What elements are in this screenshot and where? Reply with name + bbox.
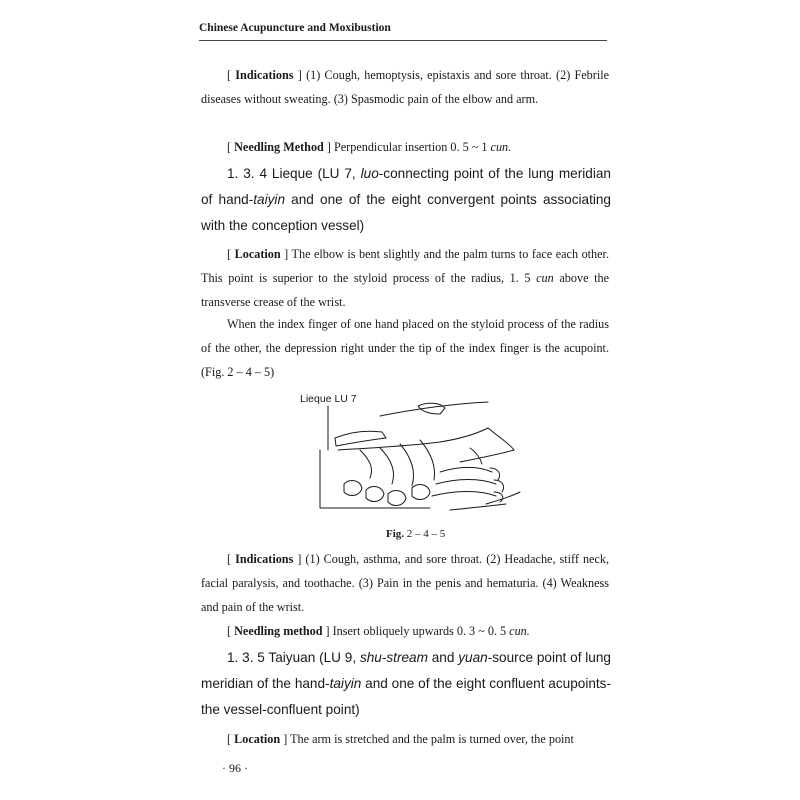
heading-taiyuan-shu-stream: shu-stream [359, 650, 428, 665]
indications-tag: Indications [235, 68, 294, 82]
location-text-2: The arm is stretched and the palm is turned over, the point [290, 732, 574, 746]
needling-method-tag: Needling Method [234, 140, 324, 154]
location-tag-2: Location [234, 732, 281, 746]
figure-label: Lieque LU 7 [300, 393, 357, 405]
needling-method-tag-2: Needling method [234, 624, 323, 638]
heading-taiyuan-part-2: and [427, 650, 459, 665]
indications-text-2: (1) Cough, asthma, and sore throat. (2) Headache, stiff neck, facial paralysis, and toothache. (3) Pain in the penis and hematuria. (4) Weakness and pain of the wrist. [201, 552, 610, 614]
location-text-part-1: The elbow is bent slightly and the palm turns to face each other. This point is superior to the styloid process of the radius, 1. 5 [201, 247, 609, 285]
index-finger-paragraph: When the index finger of one hand placed on the styloid process of the radius of the other, the depression right under the tip of the index finger is the acupoint. (Fig. 2 – 4 – 5) [201, 317, 609, 379]
heading-lieque-taiyin: taiyin [253, 192, 286, 207]
heading-taiyuan-part-1: 1. 3. 5 Taiyuan (LU 9, [227, 650, 360, 665]
hands-line-art [320, 402, 520, 510]
heading-lieque-luo: luo [360, 166, 379, 181]
heading-taiyuan-yuan: yuan [458, 650, 488, 665]
indications-tag-2: Indications [235, 552, 294, 566]
section-heading-lieque [201, 161, 611, 239]
heading-lieque-part-2: -connecting point of the lung meridian of hand- [201, 166, 611, 207]
section-heading-taiyuan [201, 645, 611, 723]
location-text-part-2: above the transverse crease of the wrist. [201, 271, 609, 309]
heading-lieque-part-3: and one of the eight convergent points associating with the conception vessel) [201, 192, 611, 233]
indications-text: (1) Cough, hemoptysis, epistaxis and sore throat. (2) Febrile diseases without sweating. (3) Spasmodic pain of the elbow and arm. [201, 68, 610, 106]
indications-paragraph-2: [ Indications ] (1) Cough, asthma, and sore throat. (2) Headache, stiff neck, facial paralysis, and toothache. (3) Pain in the penis and hematuria. (4) Weakness and pain of the wrist. [201, 552, 610, 614]
figure-caption [386, 528, 445, 540]
heading-taiyuan-part-4: and one of the eight confluent acupoints-the vessel-confluent point) [201, 676, 612, 717]
needling-method-text: Perpendicular insertion 0. 5 ~ 1 [333, 140, 488, 154]
needling-method-paragraph-2: [ Needling method ] Insert obliquely upwards 0. 3 ~ 0. 5 cun. [227, 624, 530, 638]
hand-illustration [300, 388, 540, 518]
needling-method-text-2: Insert obliquely upwards 0. 3 ~ 0. 5 [332, 624, 507, 638]
location-paragraph-2: [ Location ] The arm is stretched and the palm is turned over, the point [227, 732, 574, 746]
indications-paragraph-1: [ Indications ] (1) Cough, hemoptysis, epistaxis and sore throat. (2) Febrile diseases without sweating. (3) Spasmodic pain of the elbow and arm. [201, 68, 610, 106]
running-head: Chinese Acupuncture and Moxibustion [199, 22, 391, 34]
heading-taiyuan-taiyin: taiyin [329, 676, 362, 691]
page-number: · 96 · [222, 761, 248, 775]
location-unit: cun [536, 271, 554, 285]
location-tag: Location [234, 247, 281, 261]
header-rule [199, 40, 607, 41]
needling-method-unit-2: cun. [509, 624, 530, 638]
heading-lieque-part-1: 1. 3. 4 Lieque (LU 7, [227, 166, 361, 181]
needling-method-unit: cun. [490, 140, 512, 154]
heading-taiyuan-part-3: -source point of lung meridian of the hand- [201, 650, 611, 691]
figure-caption-number: 2 – 4 – 5 [406, 528, 446, 540]
location-paragraph-1: [ Location ] The elbow is bent slightly and the palm turns to face each other. This point is superior to the styloid process of the radius, 1. 5 cun above the transverse crease of the wrist. [201, 247, 609, 309]
needling-method-paragraph-1: [ Needling Method ] Perpendicular insertion 0. 5 ~ 1 cun. [227, 140, 512, 154]
figure-caption-label: Fig. [386, 528, 405, 540]
